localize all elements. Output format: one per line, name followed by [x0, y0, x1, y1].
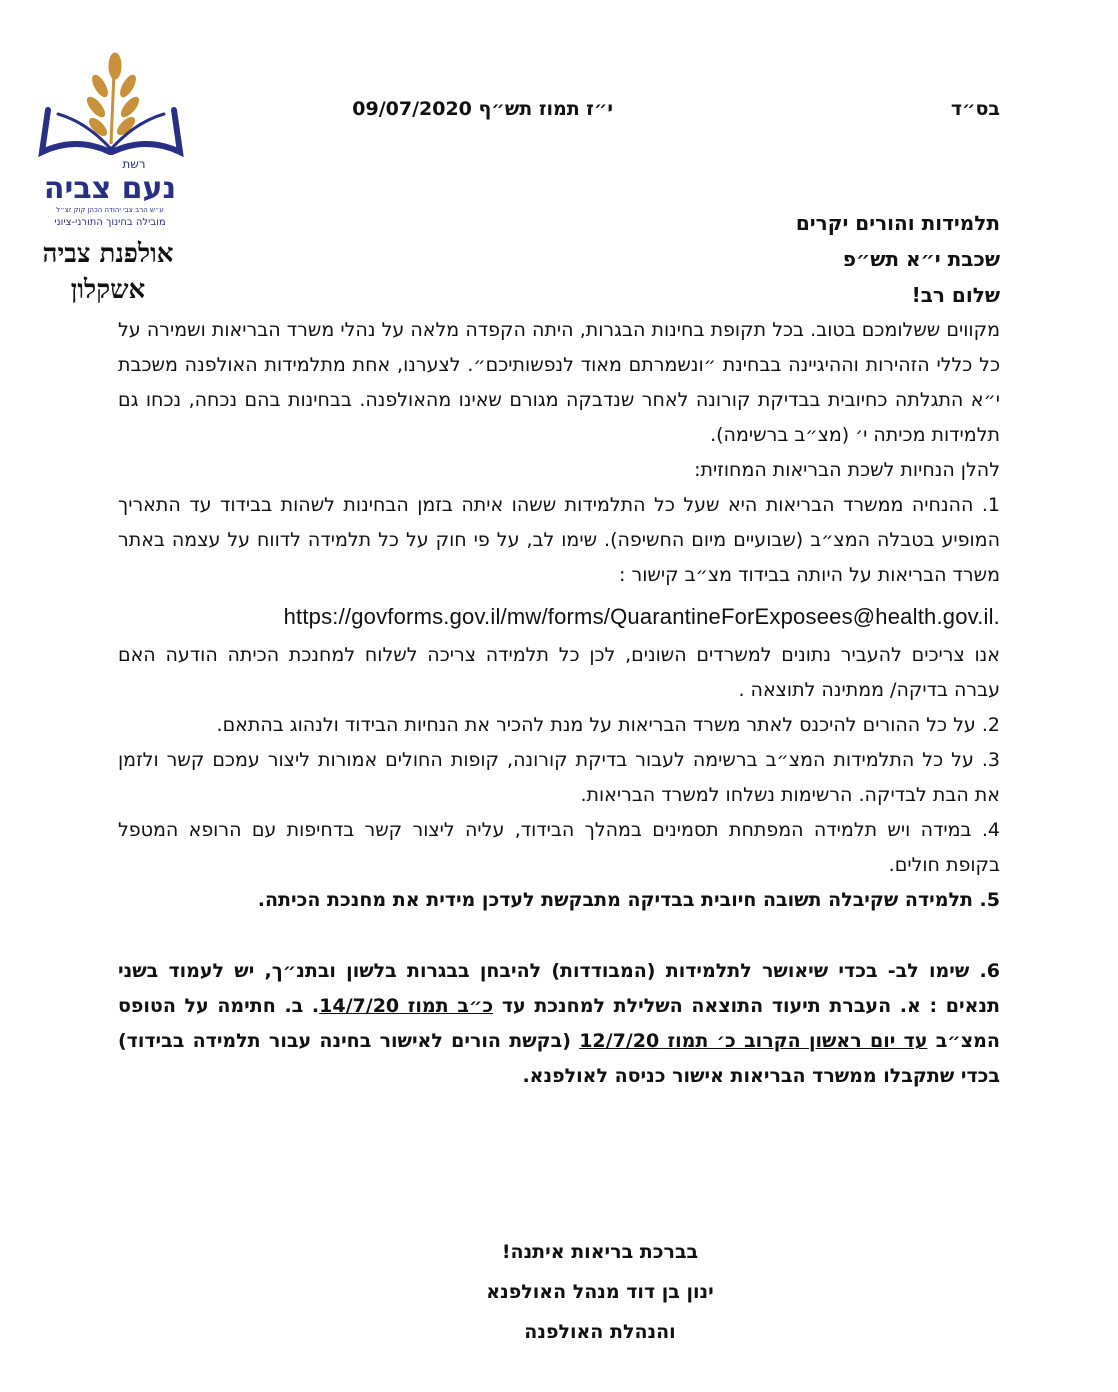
bsd-header: בס״ד [950, 98, 1000, 120]
greeting-line2: שכבת י״א תש״פ [842, 247, 1000, 271]
instruction-item-2: 2. על כל ההורים להיכנס לאתר משרד הבריאות על מנת להכיר את הנחיות הבידוד ולנהוג בהתאם. [216, 714, 1000, 736]
closing-line3: והנהלת האולפנה [524, 1321, 676, 1343]
closing-signature [400, 1232, 800, 1352]
school-name-line2: אשקלון [70, 275, 146, 305]
closing-line1: בברכת בריאות איתנה! [501, 1241, 699, 1263]
item-6-deadline-1: כ״ב תמוז 14/7/20 [319, 995, 494, 1017]
logo-tagline: מובילה בחינוך התורני-ציוני [54, 217, 166, 228]
instruction-item-4: 4. במידה ויש תלמידה המפתחת תסמינים במהלך הבידוד, עליה ליצור קשר בדחיפות עם הרופא המטפל בקופת חולים. [118, 819, 1000, 876]
instruction-item-1: 1. ההנחיה ממשרד הבריאות היא שעל כל התלמידות ששהו איתה בזמן הבחינות לשהות בבידוד עד התאריך המופיע בטבלה המצ״ב (שבועיים מיום החשיפה). שימו לב, על פי חוק על כל תלמידה לדווח על עצמה באתר משרד הבריאות על היותה בבידוד מצ״ב קישור : [118, 494, 1000, 586]
logo-dedication: ע״ש הרב צבי יהודה הכהן קוק זצ״ל [56, 206, 164, 214]
item-6-part-1: 6. שימו לב- בכדי שיאושר לתלמידות (המבודדות) להיבחן בבגרות בלשון ובתנ״ך, יש לעמוד בשני תנאים : א. העברת תיעוד התוצאה השלילת למחנכת עד [118, 960, 1000, 1017]
school-name-line1: אולפנת צביה [42, 239, 174, 269]
letter-body [118, 205, 1000, 1094]
greeting-line1: תלמידות והורים יקרים [795, 211, 1000, 235]
school-logo [38, 52, 184, 230]
item-6-part-2: . ב. חתימה על הטופס המצ״ב [118, 995, 1000, 1052]
intro-paragraph: מקווים ששלומכם בטוב. בכל תקופת בחינות הבגרות, היתה הקפדה מלאה על נהלי משרד הבריאות ושמירה על כל כללי הזהירות וההיגיינה בבחינת ״ונשמרתם מאוד לנפשותיכם״. לצערנו, אחת מתלמידות האולפנה משכבת י״א התגלתה כחיובית בבדיקת קורונה לאחר שנדבקה מגורם שאינו מהאולפנה. בבחינות בהם נכחה, נכחו גם תלמידות מכיתה י׳ (מצ״ב ברשימה). [118, 319, 1000, 446]
item-6-deadline-2: עד יום ראשון הקרוב כ׳ תמוז 12/7/20 [579, 1030, 928, 1052]
instruction-item-1-continued: אנו צריכים להעביר נתונים למשרדים השונים, לכן כל תלמידה צריכה לשלוח למחנכת הכיתה הודעה האם עברה בדיקה/ ממתינה לתוצאה . [118, 644, 1000, 701]
instruction-item-3: 3. על כל התלמידות המצ״ב ברשימה לעבור בדיקת קורונה, קופות החולים אמורות ליצור עמכם קשר ולזמן את הבת לבדיקה. הרשימות נשלחו למשרד הבריאות. [118, 749, 1000, 806]
logo-brand: נעם צביה [43, 171, 177, 206]
instruction-item-5: 5. תלמידה שקיבלה תשובה חיובית בבדיקה מתבקשת לעדכן מידית את מחנכת הכיתה. [257, 889, 1000, 911]
instruction-item-6 [118, 954, 1000, 1094]
instructions-intro: להלן הנחיות לשכת הבריאות המחוזית: [694, 459, 1000, 481]
closing-line2: ינון בן דוד מנהל האולפנא [486, 1281, 714, 1303]
spacer [118, 918, 1000, 954]
logo-network: רשת [122, 157, 146, 171]
item-6-part-3: (בקשת הורים לאישור בחינה עבור תלמידה בבידוד) בכדי שתקבלו ממשרד הבריאות אישור כניסה לאולפנא. [118, 1030, 1000, 1087]
quarantine-form-link[interactable]: https://govforms.gov.il/mw/forms/QuarantineForExposees@health.gov.il. [283, 604, 1000, 629]
letter-date: י״ז תמוז תש״ף 09/07/2020 [352, 98, 613, 120]
greeting-line3: שלום רב! [911, 283, 1000, 307]
